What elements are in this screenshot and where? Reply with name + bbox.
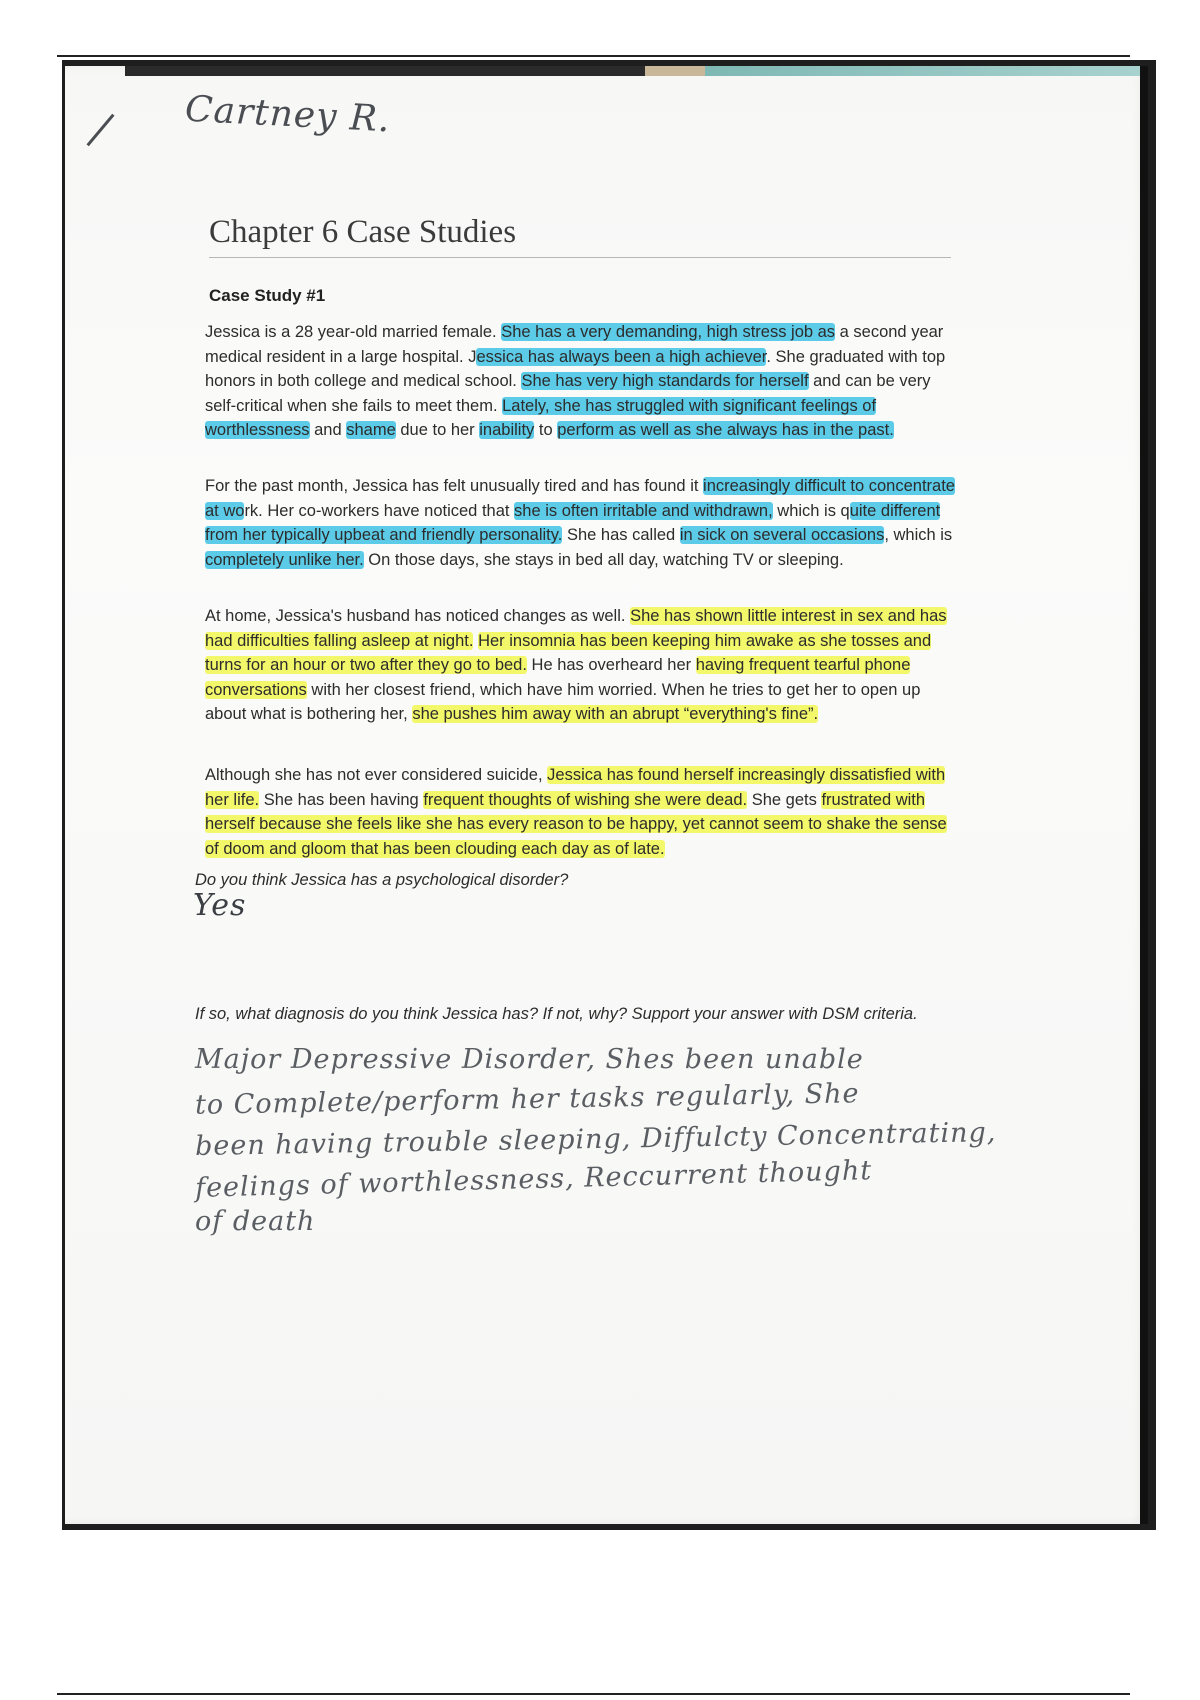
paragraph-text: . She graduated with top honors in both college and medical school. [205,347,946,390]
blue-highlighted-text: completely unlike her. [205,550,364,569]
question-1: Do you think Jessica has a psychological disorder? [195,871,569,889]
paragraph-text: At home, Jessica's husband has noticed changes as well. [205,607,631,625]
yellow-highlighted-text: having frequent tearful phone conversations [205,656,911,699]
question-2: If so, what diagnosis do you think Jessica has? If not, why? Support your answer with DSM criteria. [195,1005,918,1023]
yellow-highlighted-text: She has shown little interest in sex and has had difficulties falling asleep at night. [205,607,947,650]
document-photo [62,60,1156,1530]
blue-highlighted-text: essica has always been a high achiever [476,347,767,366]
blue-highlighted-text: inability [479,421,535,439]
paragraph-text: due to her [395,421,480,439]
right-edge-shadow [1140,66,1148,1524]
paragraph-text: rk. Her co-workers have noticed that [244,501,515,520]
yellow-highlighted-text: frequent thoughts of wishing she were dead. [423,790,748,809]
blue-highlighted-text: in sick on several occasions [679,526,885,544]
blue-highlighted-text: perform as well as she always has in the past. [557,421,894,439]
paragraph-text: Jessica has felt unusually tired [352,477,577,495]
paragraph-text: and [309,421,347,439]
paragraph-text: Although she has not ever considered suicide, [205,766,548,784]
paragraph-text: She has been having [259,790,424,809]
blue-highlighted-text: Lately, she has struggled with significant feelings of worthlessness [205,396,877,439]
paragraph-text: She gets [747,790,822,809]
paragraph-text: On those days, she stays in bed all day, watching TV or sleeping. [363,550,844,569]
paragraph-1 [205,320,957,443]
paragraph-text: Jessica is a 28 year-old married female. [205,323,502,341]
paragraph-text: For the past month, [205,477,353,495]
paragraph-text: He has overheard her [526,656,696,674]
yellow-highlighted-text: she pushes him away with an abrupt “everything's fine”. [412,705,819,723]
page-bottom-rule [57,1693,1130,1695]
paragraph-text: a second year medical resident in a large hospital. J [205,323,944,366]
yellow-highlighted-text: frustrated with herself because she feels like she has every reason to be happy, yet cannot seem to shake the sense of doom and gloom that has been clouding each day as of late. [205,790,947,858]
paragraph-text: She has called [562,526,680,544]
answer-2-line: feelings of worthlessness, Reccurrent thought [194,1155,873,1204]
blue-highlighted-text: shame [346,421,396,439]
answer-2-line: of death [195,1206,316,1237]
paragraph-text: to [534,421,558,439]
top-edge-tan [645,66,705,76]
answer-2-line: been having trouble sleeping, Diffulcty Concentrating, [194,1117,997,1162]
paragraph-text: , which is [884,526,953,544]
blue-highlighted-text: uite different from her typically upbeat and friendly personality. [205,501,941,544]
paragraph-text: with her closest friend, which have him worried. When he tries to get her to open up about what is bothering her, [205,680,921,723]
top-edge-dark [125,66,645,76]
paragraph-text: which is q [772,501,850,520]
student-name: Cartney R. [184,88,392,141]
top-edge-teal [705,66,1145,76]
yellow-highlighted-text: Her insomnia has been keeping him awake as she tosses and turns for an hour or two after they go to bed. [205,631,932,674]
answer-2-line: to Complete/perform her tasks regularly, She [194,1078,860,1121]
paragraph-2 [205,474,957,572]
worksheet-page [65,66,1148,1524]
yellow-highlighted-text: Jessica has found herself increasingly dissatisfied with her life. [205,766,946,809]
paragraph-3 [205,604,957,727]
blue-highlighted-text: She has very high standards for herself [521,372,809,390]
blue-highlighted-text: She has a very demanding, high stress job as [501,323,836,341]
check-mark [86,114,114,147]
answer-1: Yes [193,888,247,923]
paragraph-text: and has found it [576,477,704,495]
answer-2-line: Major Depressive Disorder, Shes been unable [195,1044,864,1075]
paragraph-text: and can be very self-critical when she fails to meet them. [205,372,931,415]
paragraph-4 [205,763,957,861]
page-title: Chapter 6 Case Studies [209,214,951,258]
case-heading: Case Study #1 [209,286,326,305]
blue-highlighted-text: increasingly difficult to concentrate at wo [205,477,955,520]
page-top-rule [57,55,1130,57]
blue-highlighted-text: she is often irritable and withdrawn, [514,501,773,520]
